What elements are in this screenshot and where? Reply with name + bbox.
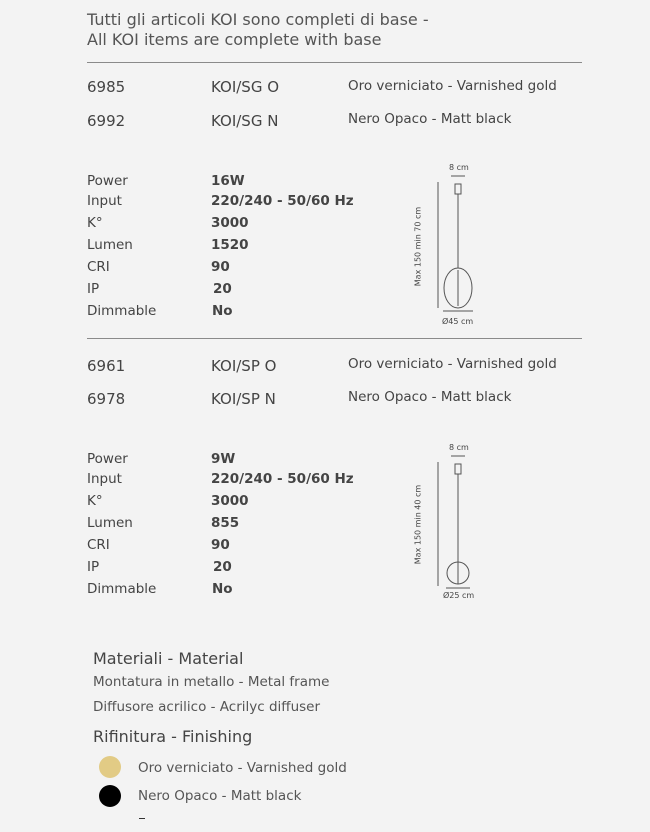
spec-label: IP bbox=[87, 559, 100, 575]
spec-value: 220/240 - 50/60 Hz bbox=[211, 471, 354, 487]
divider bbox=[87, 338, 582, 339]
height-dimension: Max 150 min 40 cm bbox=[413, 484, 423, 565]
lamp-outline-icon bbox=[410, 160, 500, 330]
spec-value: No bbox=[212, 303, 233, 319]
product-code: 6978 bbox=[87, 390, 126, 408]
finish-label: Oro verniciato - Varnished gold bbox=[138, 760, 347, 776]
pendant-lamp-drawing bbox=[410, 440, 500, 605]
diameter-dimension: Ø25 cm bbox=[443, 591, 475, 600]
spec-label: CRI bbox=[87, 259, 110, 275]
spec-label: Lumen bbox=[87, 237, 133, 253]
gold-swatch bbox=[99, 756, 121, 778]
spec-label: K° bbox=[87, 215, 103, 231]
product-model: KOI/SG N bbox=[211, 112, 279, 130]
material-line: Montatura in metallo - Metal frame bbox=[93, 674, 330, 690]
product-model: KOI/SP N bbox=[211, 390, 276, 408]
product-finish: Nero Opaco - Matt black bbox=[348, 111, 512, 127]
spec-value: 220/240 - 50/60 Hz bbox=[211, 193, 354, 209]
spec-value: 16W bbox=[211, 173, 245, 189]
product-code: 6961 bbox=[87, 357, 126, 375]
spec-value: 3000 bbox=[211, 215, 249, 231]
intro-text bbox=[87, 10, 429, 50]
intro-line-2: All KOI items are complete with base bbox=[87, 30, 382, 49]
material-line: Diffusore acrilico - Acrilyc diffuser bbox=[93, 699, 321, 715]
spec-value: 9W bbox=[211, 451, 236, 467]
product-model: KOI/SP O bbox=[211, 357, 277, 375]
pendant-lamp-drawing bbox=[410, 160, 500, 330]
spec-label: Input bbox=[87, 471, 122, 487]
spec-value: 20 bbox=[213, 281, 232, 297]
page-mark bbox=[139, 818, 145, 819]
materials-heading: Materiali - Material bbox=[93, 649, 244, 668]
spec-value: 3000 bbox=[211, 493, 249, 509]
intro-line-1: Tutti gli articoli KOI sono completi di base - bbox=[87, 10, 429, 29]
spec-value: 855 bbox=[211, 515, 240, 531]
product-code: 6985 bbox=[87, 78, 126, 96]
divider bbox=[87, 62, 582, 63]
spec-label: Power bbox=[87, 173, 128, 189]
spec-value: 1520 bbox=[211, 237, 249, 253]
canopy-dimension: 8 cm bbox=[449, 443, 469, 452]
spec-label: Input bbox=[87, 193, 122, 209]
black-swatch bbox=[99, 785, 121, 807]
product-finish: Oro verniciato - Varnished gold bbox=[348, 356, 557, 372]
spec-value: No bbox=[212, 581, 233, 597]
height-dimension: Max 150 min 70 cm bbox=[413, 206, 423, 287]
finishing-heading: Rifinitura - Finishing bbox=[93, 727, 253, 746]
product-finish: Oro verniciato - Varnished gold bbox=[348, 78, 557, 94]
finish-label: Nero Opaco - Matt black bbox=[138, 788, 302, 804]
product-code: 6992 bbox=[87, 112, 126, 130]
canopy-dimension: 8 cm bbox=[449, 163, 469, 172]
product-model: KOI/SG O bbox=[211, 78, 280, 96]
spec-label: Power bbox=[87, 451, 128, 467]
spec-label: Dimmable bbox=[87, 581, 157, 597]
spec-label: K° bbox=[87, 493, 103, 509]
spec-value: 90 bbox=[211, 259, 230, 275]
spec-label: IP bbox=[87, 281, 100, 297]
spec-label: CRI bbox=[87, 537, 110, 553]
spec-label: Dimmable bbox=[87, 303, 157, 319]
lamp-outline-icon bbox=[410, 440, 500, 605]
spec-label: Lumen bbox=[87, 515, 133, 531]
spec-value: 20 bbox=[213, 559, 232, 575]
diameter-dimension: Ø45 cm bbox=[442, 317, 474, 326]
spec-value: 90 bbox=[211, 537, 230, 553]
product-finish: Nero Opaco - Matt black bbox=[348, 389, 512, 405]
